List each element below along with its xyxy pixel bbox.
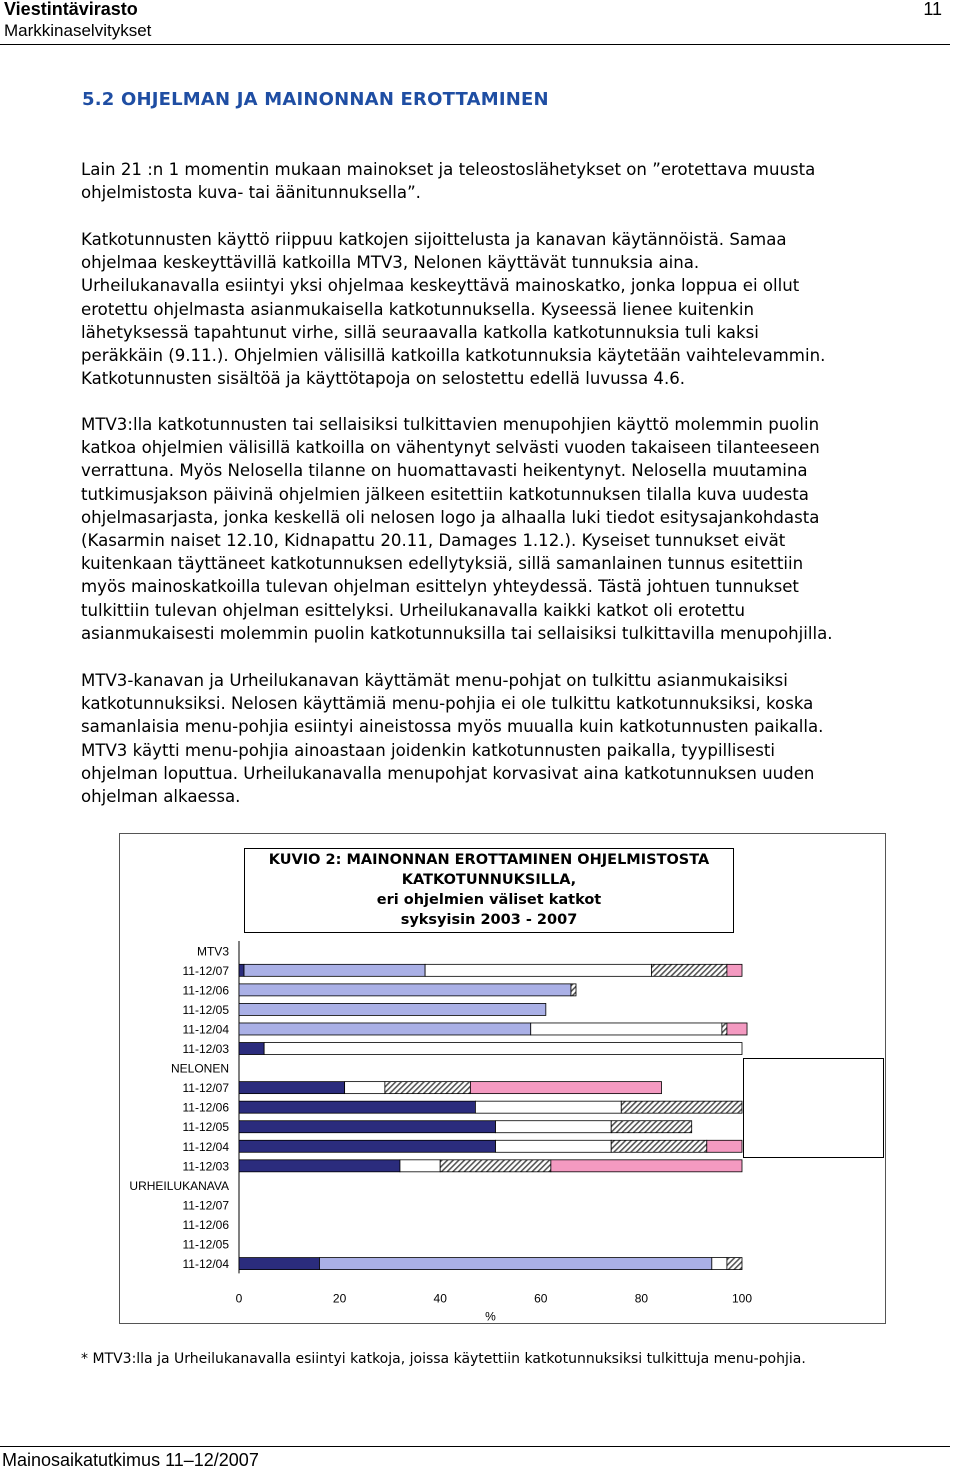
paragraph-line: Katkotunnusten käyttö riippuu katkojen sijoittelusta ja kanavan käytännöistä. Samaa (81, 230, 787, 249)
paragraph-line: ohjelmistosta kuva- tai äänitunnuksella”. (81, 183, 421, 203)
paragraph-line: erotettu ohjelmasta asianmukaisella katkotunnuksella. Kyseessä lienee kuitenkin (81, 299, 755, 319)
category-label: 11-12/06 (182, 1217, 229, 1232)
category-label: 11-12/04 (182, 1139, 229, 1154)
paragraph-2 (81, 228, 951, 390)
header-organization: Viestintävirasto (4, 0, 138, 19)
category-label: 11-12/07 (182, 1198, 229, 1213)
footer-rule (0, 1446, 950, 1447)
category-label: 11-12/04 (182, 1022, 229, 1037)
paragraph-line: Katkotunnusten sisältöä ja käyttötapoja on selostettu edellä luvussa 4.6. (81, 369, 686, 389)
category-label: 11-12/05 (182, 1120, 229, 1135)
paragraph-line: lähetyksessä tapahtunut virhe, sillä seuraavalla katkolla katkotunnuksia tuli kaksi (81, 322, 759, 342)
x-tick-label: 100 (731, 1291, 753, 1306)
paragraph-1 (81, 158, 951, 204)
paragraph-line: tulkittiin tulevan ohjelman esittelyksi. Urheilukanavalla kaikki katkot oli erotettu (81, 600, 746, 620)
chart-legend (743, 1058, 884, 1158)
paragraph-line: verrattuna. Myös Nelosella tilanne on huomattavasti heikentynyt. Nelosella muutamina (81, 461, 808, 481)
chart-title-line: syksyisin 2003 - 2007 (400, 912, 578, 928)
x-tick-label: 40 (433, 1291, 447, 1306)
paragraph-line: MTV3 käytti menu-pohjia ainoastaan joidenkin katkotunnusten paikalla, tyypillisesti (81, 740, 776, 760)
category-label: 11-12/05 (182, 1237, 229, 1252)
paragraph-line: myös mainoskatkoilla tulevan ohjelman esittelyn yhteydessä. Tästä johtuen tunnukset (81, 577, 799, 597)
x-tick-label: 20 (332, 1291, 347, 1306)
page-number: 11 (923, 0, 942, 19)
header-rule (0, 44, 950, 45)
chart-title-line: KUVIO 2: MAINONNAN EROTTAMINEN OHJELMISTOSTA (268, 852, 710, 868)
paragraph-line: (Kasarmin naiset 12.10, Kidnapattu 20.11, Damages 1.12.). Kyseiset tunnukset eivät (81, 531, 786, 551)
category-label: 11-12/07 (182, 963, 229, 978)
paragraph-line: Lain 21 :n 1 momentin mukaan mainokset ja teleostoslähetykset on ”erotettava muusta (81, 160, 816, 179)
paragraph-line: Urheilukanavalla esiintyi yksi ohjelmaa keskeyttävä mainoskatko, jonka loppua ei ollut (81, 276, 800, 296)
paragraph-line: asianmukaisesti molemmin puolin katkotunnuksilla tai sellaisiksi tulkittavilla menupohjilla. (81, 623, 833, 643)
section-title: 5.2 OHJELMAN JA MAINONNAN EROTTAMINEN (82, 89, 549, 110)
header-subtitle: Markkinaselvitykset (4, 21, 152, 40)
footnote: * MTV3:lla ja Urheilukanavalla esiintyi katkoja, joissa käytettiin katkotunnuksiksi tulkittuja menu-pohjia. (81, 1351, 806, 1367)
paragraph-line: katkoa ohjelmien välisillä katkoilla on vähentynyt selvästi vuoden takaiseen tilanteeseen (81, 438, 820, 458)
paragraph-line: MTV3:lla katkotunnusten tai sellaisiksi tulkittavien menupohjien käyttö molemmin puolin (81, 415, 820, 434)
paragraph-3 (81, 413, 951, 645)
paragraph-line: samanlaisia menu-pohjia esiintyi aineistossa myös muualla kuin katkotunnusten paikalla. (81, 717, 824, 737)
chart-title-line: eri ohjelmien väliset katkot (376, 892, 602, 908)
category-label: 11-12/03 (182, 1042, 229, 1057)
paragraph-line: katkotunnuksiksi. Nelosen käyttämiä menu-pohjia ei ole tulkittu katkotunnuksiksi, koska (81, 694, 814, 714)
category-label: 11-12/04 (182, 1257, 229, 1272)
category-label: URHEILUKANAVA (129, 1178, 229, 1193)
paragraph-line: MTV3-kanavan ja Urheilukanavan käyttämät menu-pohjat on tulkittu asianmukaisiksi (81, 671, 788, 690)
x-tick-label: 60 (534, 1291, 548, 1306)
paragraph-line: kuitenkaan täyttäneet katkotunnuksen edellytyksiä, sillä samanlainen tunnus esitettiin (81, 554, 804, 574)
paragraph-4 (81, 669, 951, 808)
category-label: 11-12/05 (182, 1002, 229, 1017)
paragraph-line: ohjelman alkaessa. (81, 787, 241, 807)
paragraph-line: ohjelman loputtua. Urheilukanavalla menupohjat korvasivat aina katkotunnuksen uuden (81, 763, 815, 783)
category-label: 11-12/07 (182, 1081, 229, 1096)
category-label: 11-12/06 (182, 983, 229, 998)
paragraph-line: ohjelmaa keskeyttävillä katkoilla MTV3, Nelonen käyttävät tunnuksia aina. (81, 253, 700, 273)
x-tick-label: 0 (235, 1291, 243, 1306)
category-label: 11-12/03 (182, 1159, 229, 1174)
category-label: NELONEN (170, 1061, 229, 1076)
chart-title-box (244, 848, 734, 933)
category-label: MTV3 (196, 944, 229, 959)
paragraph-line: peräkkäin (9.11.). Ohjelmien välisillä katkoilla katkotunnuksia käytetään vaihtelevammin. (81, 346, 826, 366)
paragraph-line: tutkimusjakson päivinä ohjelmien jälkeen esitettiin katkotunnuksen tilalla kuva uudesta (81, 484, 809, 504)
x-tick-label: 80 (634, 1291, 649, 1306)
category-label: 11-12/06 (182, 1100, 229, 1115)
paragraph-line: ohjelmasarjasta, jonka keskellä oli nelosen logo ja alhaalla luki tiedot esitysajankohdasta (81, 507, 820, 527)
chart-title-line: KATKOTUNNUKSILLA, (401, 872, 577, 888)
footer-text: Mainosaikatutkimus 11–12/2007 (2, 1450, 259, 1470)
x-axis-label: % (485, 1309, 496, 1324)
